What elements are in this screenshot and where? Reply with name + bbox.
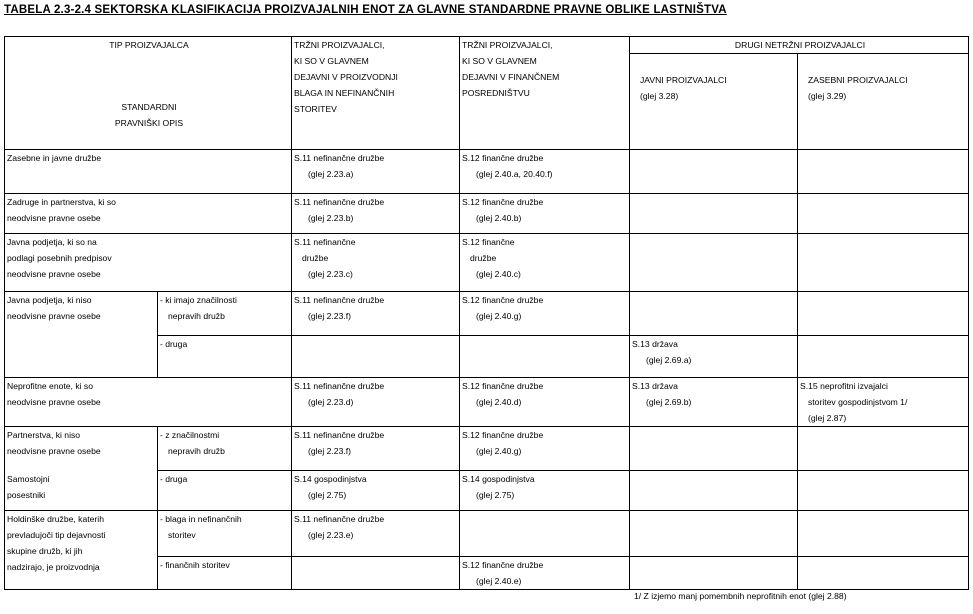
table-row [5, 511, 969, 557]
classification-table [4, 36, 969, 590]
cell-market-financial [460, 511, 630, 557]
table-row [5, 194, 969, 234]
row-label: Samostojni posestniki [5, 471, 158, 511]
cell-private [798, 511, 969, 557]
header-public-producers: JAVNI PROIZVAJALCI (glej 3.28) [630, 54, 798, 150]
cell-market-goods: S.11 nefinančne družbe (glej 2.23.d) [292, 378, 460, 427]
cell-private [798, 336, 969, 378]
cell-public [630, 150, 798, 194]
row-sublabel: - druga [158, 336, 292, 378]
cell-market-goods [292, 336, 460, 378]
row-label: Javna podjetja, ki niso neodvisne pravne osebe [5, 292, 158, 378]
row-label: Zasebne in javne družbe [5, 150, 292, 194]
header-tip: TIP PROIZVAJALCA [109, 40, 189, 50]
row-sublabel: - ki imajo značilnosti nepravih družb [158, 292, 292, 336]
cell-market-financial: S.12 finančne družbe (glej 2.40.a, 20.40.f) [460, 150, 630, 194]
cell-public [630, 471, 798, 511]
cell-private [798, 557, 969, 590]
header-other-nonmarket: DRUGI NETRŽNI PROIZVAJALCI [630, 37, 969, 54]
cell-market-goods: S.11 nefinančne družbe (glej 2.23.b) [292, 194, 460, 234]
cell-market-financial: S.12 finančne družbe (glej 2.40.d) [460, 378, 630, 427]
row-label: Partnerstva, ki niso neodvisne pravne osebe [5, 427, 158, 471]
cell-market-financial: S.12 finančne družbe (glej 2.40.e) [460, 557, 630, 590]
table-row [5, 292, 969, 336]
cell-public [630, 427, 798, 471]
cell-public [630, 234, 798, 292]
cell-market-goods: S.11 nefinančne družbe (glej 2.23.a) [292, 150, 460, 194]
cell-private [798, 427, 969, 471]
cell-market-financial: S.14 gospodinjstva (glej 2.75) [460, 471, 630, 511]
row-sublabel: - druga [158, 471, 292, 511]
row-label: Neprofitne enote, ki so neodvisne pravne osebe [5, 378, 292, 427]
cell-market-goods: S.11 nefinančne družbe (glej 2.23.f) [292, 427, 460, 471]
cell-public [630, 292, 798, 336]
table-row [5, 471, 969, 511]
header-market-goods: TRŽNI PROIZVAJALCI, KI SO V GLAVNEM DEJAVNI V PROIZVODNJI BLAGA IN NEFINANČNIH STORITEV [292, 37, 460, 150]
cell-market-financial: S.12 finančne družbe (glej 2.40.g) [460, 292, 630, 336]
header-private-producers: ZASEBNI PROIZVAJALCI (glej 3.29) [798, 54, 969, 150]
cell-market-financial: S.12 finančne družbe (glej 2.40.c) [460, 234, 630, 292]
header-producer-type [5, 37, 292, 150]
footnote: 1/ Z izjemo manj pomembnih neprofitnih enot (glej 2.88) [634, 591, 847, 601]
row-sublabel: - finančnih storitev [158, 557, 292, 590]
row-label: Holdinške družbe, katerih prevladujoči tip dejavnosti skupine družb, ki jih nadzirajo, je proizvodnja [5, 511, 158, 590]
header-opis: PRAVNIŠKI OPIS [114, 118, 184, 128]
cell-public: S.13 država (glej 2.69.b) [630, 378, 798, 427]
cell-private [798, 292, 969, 336]
header-market-financial: TRŽNI PROIZVAJALCI, KI SO V GLAVNEM DEJAVNI V FINANČNEM POSREDNIŠTVU [460, 37, 630, 150]
table-row [5, 378, 969, 427]
table-row [5, 427, 969, 471]
cell-market-goods: S.11 nefinančne družbe (glej 2.23.f) [292, 292, 460, 336]
cell-private [798, 194, 969, 234]
cell-public [630, 557, 798, 590]
row-label: Zadruge in partnerstva, ki so neodvisne pravne osebe [5, 194, 292, 234]
row-label: Javna podjetja, ki so na podlagi posebnih predpisov neodvisne pravne osebe [5, 234, 292, 292]
cell-market-goods [292, 557, 460, 590]
cell-private: S.15 neprofitni izvajalci storitev gospodinjstvom 1/ (glej 2.87) [798, 378, 969, 427]
cell-market-goods: S.11 nefinančne družbe (glej 2.23.c) [292, 234, 460, 292]
cell-public [630, 511, 798, 557]
cell-market-goods: S.14 gospodinjstva (glej 2.75) [292, 471, 460, 511]
cell-private [798, 150, 969, 194]
header-standardni: STANDARDNI [121, 102, 177, 112]
row-sublabel: - z značilnostmi nepravih družb [158, 427, 292, 471]
cell-private [798, 471, 969, 511]
table-row [5, 150, 969, 194]
table-title: TABELA 2.3-2.4 SEKTORSKA KLASIFIKACIJA PROIZVAJALNIH ENOT ZA GLAVNE STANDARDNE PRAVNE OBLIKE LASTNIŠTVA [4, 4, 727, 16]
cell-market-financial [460, 336, 630, 378]
row-sublabel: - blaga in nefinančnih storitev [158, 511, 292, 557]
cell-market-financial: S.12 finančne družbe (glej 2.40.g) [460, 427, 630, 471]
cell-market-goods: S.11 nefinančne družbe (glej 2.23.e) [292, 511, 460, 557]
cell-market-financial: S.12 finančne družbe (glej 2.40.b) [460, 194, 630, 234]
table-row [5, 234, 969, 292]
cell-public: S.13 država (glej 2.69.a) [630, 336, 798, 378]
cell-public [630, 194, 798, 234]
cell-private [798, 234, 969, 292]
